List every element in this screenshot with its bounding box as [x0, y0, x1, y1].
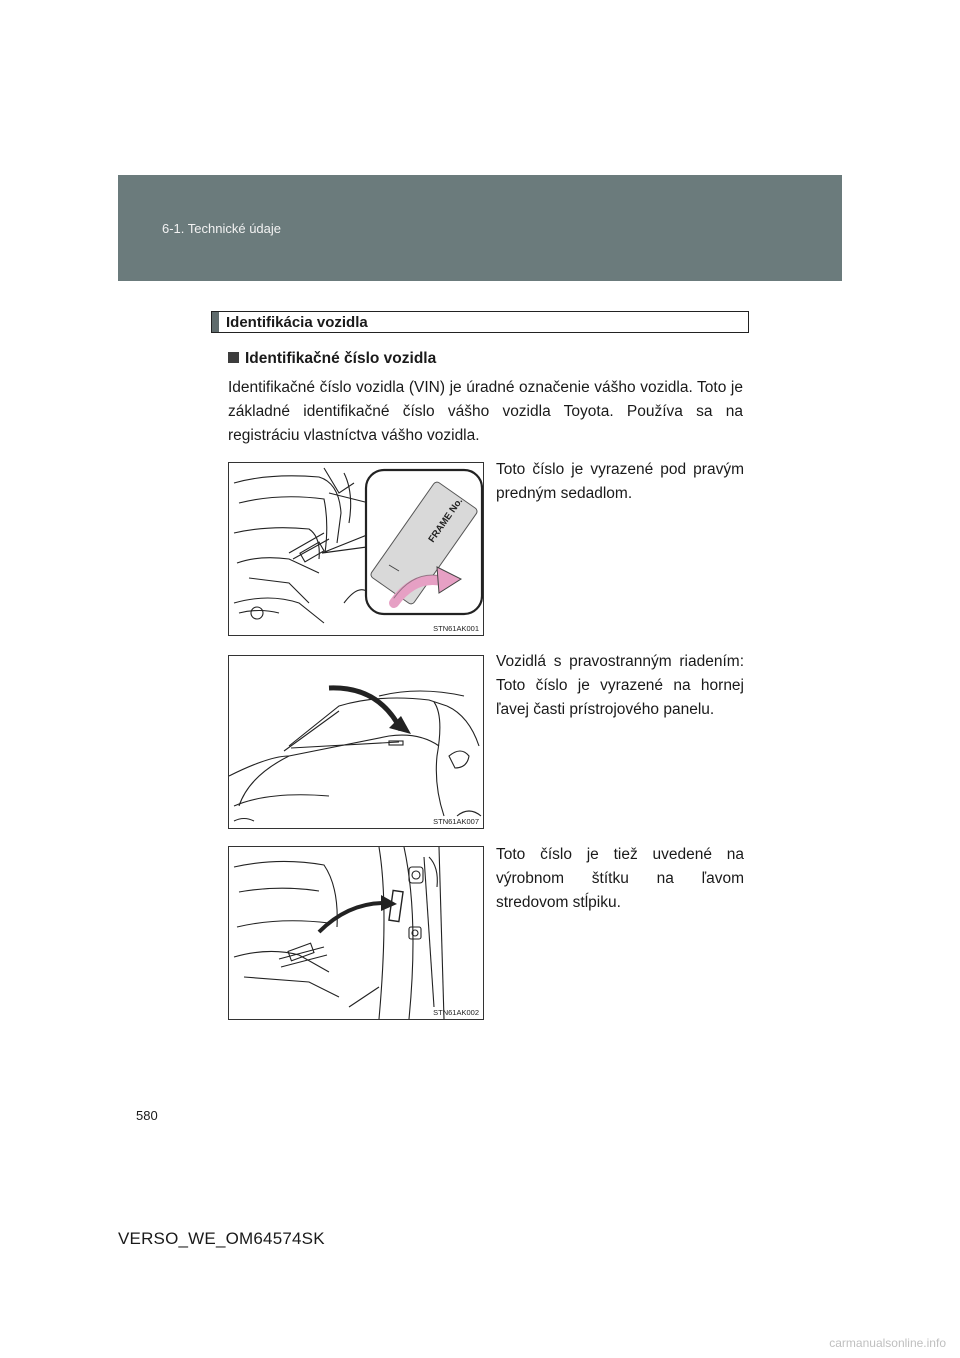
figure-center-pillar: [228, 846, 484, 1020]
figure-windshield: [228, 655, 484, 829]
figure-code: STN61AK001: [433, 624, 479, 633]
section-marker: [212, 312, 219, 332]
subsection-heading: [228, 350, 436, 368]
frame-no-label: FRAME No.: [426, 496, 466, 545]
figure-code: STN61AK002: [433, 1008, 479, 1017]
document-code: VERSO_WE_OM64574SK: [118, 1229, 325, 1248]
figure-caption-3: Toto číslo je tiež uvedené na výrobnom štítku na ľavom stredovom stĺpiku.: [496, 846, 744, 911]
header-band: [118, 175, 842, 281]
breadcrumb: 6-1. Technické údaje: [162, 221, 282, 236]
intro-paragraph: Identifikačné číslo vozidla (VIN) je úradné označenie vášho vozidla. Toto je základné identifikačné číslo vášho vozidla Toyota. Používa sa na registráciu vlastníctva vášho vozidla.: [228, 379, 743, 444]
section-heading: [211, 311, 749, 333]
figure-caption-2: Vozidlá s pravostranným riadením: Toto číslo je vyrazené na hornej ľavej časti prístrojového panelu.: [496, 653, 744, 718]
section-title: Identifikácia vozidla: [226, 314, 368, 331]
page-number: 580: [136, 1108, 158, 1123]
windshield-illustration: [229, 656, 483, 828]
square-bullet-icon: [228, 352, 239, 363]
subsection-title: Identifikačné číslo vozidla: [245, 350, 437, 367]
figure-caption-1: Toto číslo je vyrazené pod pravým predným sedadlom.: [496, 461, 744, 502]
pillar-illustration: [229, 847, 483, 1019]
seat-illustration: [229, 463, 483, 635]
watermark: carmanualsonline.info: [829, 1336, 946, 1350]
figure-code: STN61AK007: [433, 817, 479, 826]
figure-under-seat: [228, 462, 484, 636]
